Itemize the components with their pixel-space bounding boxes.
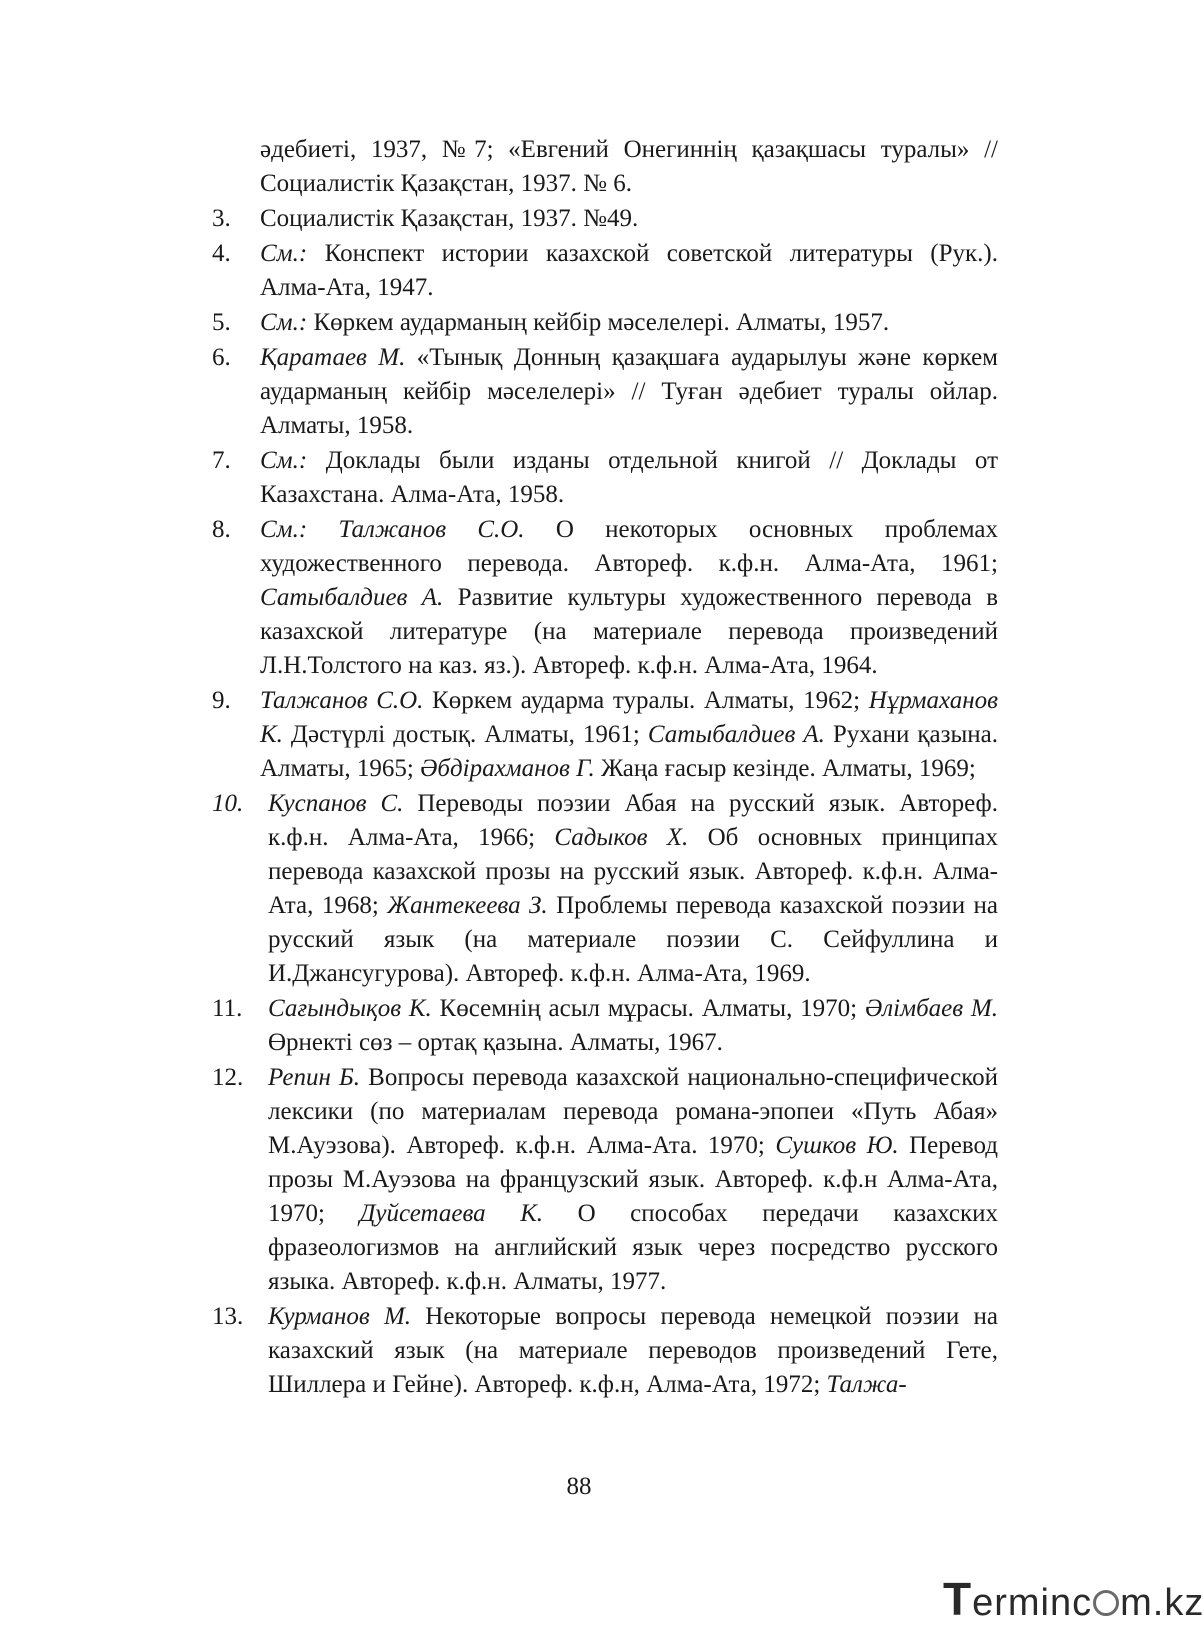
author-name: Әбдірахманов Г.	[420, 755, 595, 782]
author-name: См.: Талжанов С.О.	[260, 516, 525, 543]
citation-text: Көсемнің асыл мұрасы. Алматы, 1970;	[431, 995, 865, 1022]
citation-text: Развитие культуры художественного перевода в казахской литературе (на материале перевода произведений Л.Н.Толстого на каз. яз.). Автореф. к.ф.н. Алма-Ата, 1964.	[260, 584, 998, 679]
author-name: Нұрмаханов К.	[260, 687, 999, 748]
citation-text: Некоторые вопросы перевода немецкой поэзии на казахский язык (на материале переводов произведений Гете, Шиллера и Гейне). Автореф. к.ф.н, Алма-Ата, 1972;	[268, 1303, 998, 1398]
footnote-item	[212, 306, 998, 340]
author-name: Әлімбаев М.	[864, 995, 998, 1022]
footnote-item	[212, 237, 998, 305]
footnote-number: 4.	[212, 240, 231, 267]
citation-text: «Тынық Донның қазақшаға аударылуы және көркем аударманың кейбір мәселелері» // Туған әдебиет туралы ойлар. Алматы, 1958.	[260, 344, 999, 439]
footnote-number: 5.	[212, 309, 231, 336]
footnote-item	[212, 341, 998, 443]
citation-text: Өрнекті сөз – ортақ қазына. Алматы, 1967.	[268, 1029, 723, 1056]
footnote-item	[212, 1300, 998, 1402]
citation-text: Дәстүрлі достық. Алматы, 1961;	[282, 721, 648, 748]
citation-text: Проблемы перевода казахской поэзии на русский язык (на материале поэзии С. Сейфуллина и И.Джансугурова). Автореф. к.ф.н. Алма-Ата, 1969.	[268, 892, 998, 987]
footnote-item	[212, 444, 998, 512]
footnote-number: 13.	[212, 1303, 244, 1330]
footnote-number: 8.	[212, 516, 231, 543]
author-name: Сатыбалдиев А.	[260, 584, 444, 611]
footnote-number: 10.	[212, 790, 244, 817]
page-number: 88	[566, 1473, 592, 1500]
footnote-item	[212, 133, 998, 201]
citation-text: О способах передачи казахских фразеологизмов на английский язык через посредство русского языка. Автореф. к.ф.н. Алматы, 1977.	[268, 1200, 998, 1295]
footnote-item	[212, 992, 998, 1060]
author-name: Сағындықов К.	[268, 995, 432, 1022]
author-name: Сатыбалдиев А.	[647, 721, 825, 748]
citation-text: О некоторых основных проблемах художественного перевода. Автореф. к.ф.н. Алма-Ата, 1961;	[260, 516, 998, 577]
author-name: Қаратаев М.	[260, 344, 406, 371]
citation-text: Конспект истории казахской советской литературы (Рук.). Алма-Ата, 1947.	[260, 240, 998, 301]
author-name: Талжанов С.О.	[260, 687, 424, 714]
citation-text: Көркем аударманың кейбір мәселелері. Алматы, 1957.	[307, 309, 890, 336]
footnote-list	[212, 133, 998, 1403]
citation-text: Переводы поэзии Абая на русский язык. Автореф. к.ф.н. Алма-Ата, 1966;	[268, 790, 998, 851]
footnote-item	[212, 787, 998, 991]
author-name: См.:	[260, 447, 308, 474]
author-name: Курманов М.	[268, 1303, 412, 1330]
footnote-number: 7.	[212, 447, 231, 474]
footnote-number: 6.	[212, 344, 231, 371]
author-name: Жантекеева З.	[387, 892, 548, 919]
author-name: См.:	[260, 309, 308, 336]
footnote-number: 11.	[212, 995, 243, 1022]
author-name: Садыков Х.	[554, 824, 689, 851]
citation-text: Көркем аударма туралы. Алматы, 1962;	[423, 687, 869, 714]
citation-text: Об основных принципах перевода казахской прозы на русский язык. Автореф. к.ф.н. Алма-Ата, 1968;	[268, 824, 998, 919]
author-name: Талжа-	[826, 1371, 907, 1398]
citation-text: Жаңа ғасыр кезінде. Алматы, 1969;	[594, 755, 976, 782]
citation-text: Перевод прозы М.Ауэзова на французский язык. Автореф. к.ф.н Алма-Ата, 1970;	[268, 1132, 998, 1227]
footnote-number: 12.	[212, 1064, 244, 1091]
citation-text: Рухани қазына. Алматы, 1965;	[260, 721, 999, 782]
author-name: Дуйсетаева К.	[359, 1200, 544, 1227]
site-watermark-logo: Terminc m.kz	[943, 1573, 1204, 1625]
footnote-item	[212, 513, 998, 683]
footnote-item	[212, 202, 998, 236]
citation-text: Вопросы перевода казахской национально-специфической лексики (по материалам перевода романа-эпопеи «Путь Абая» М.Ауэзова). Автореф. к.ф.н. Алма-Ата. 1970;	[268, 1064, 998, 1159]
citation-text: Социалистік Қазақстан, 1937. №49.	[260, 205, 639, 232]
author-name: Репин Б.	[268, 1064, 361, 1091]
citation-text: әдебиеті, 1937, №7; «Евгений Онегиннің қазақшасы туралы» // Социалистік Қазақстан, 1937. № 6.	[260, 136, 998, 197]
footnote-item	[212, 684, 998, 786]
author-name: Куспанов С.	[268, 790, 404, 817]
circle-o-icon	[1093, 1590, 1119, 1616]
author-name: См.:	[260, 240, 308, 267]
citation-text: Доклады были изданы отдельной книгой // Доклады от Казахстана. Алма-Ата, 1958.	[260, 447, 998, 508]
footnote-item	[212, 1061, 998, 1299]
author-name: Сушков Ю.	[775, 1132, 899, 1159]
footnote-number: 3.	[212, 205, 231, 232]
footnote-number: 9.	[212, 687, 231, 714]
